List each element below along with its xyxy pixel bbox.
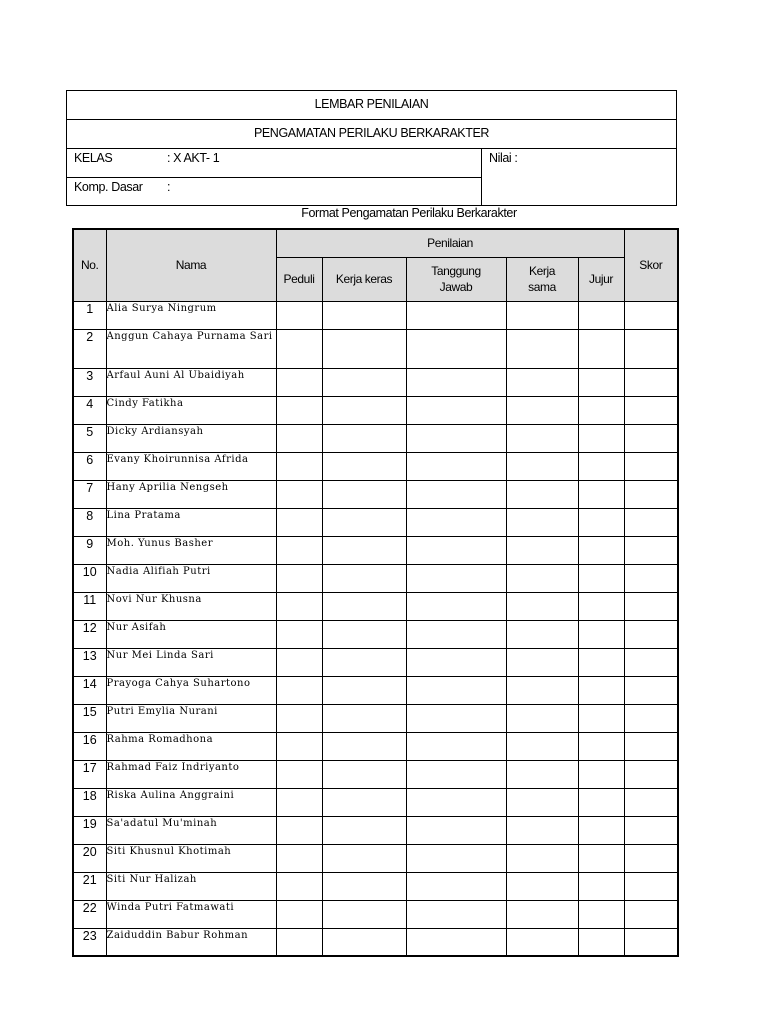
tanggung-jawab-score-cell[interactable]	[406, 424, 506, 452]
skor-score-cell[interactable]	[624, 620, 678, 648]
kerja-sama-score-cell[interactable]	[506, 329, 578, 368]
table-row	[73, 329, 678, 368]
table-row	[73, 452, 678, 480]
kerja-sama-score-cell[interactable]	[506, 564, 578, 592]
table-row	[73, 676, 678, 704]
kerja-sama-score-cell[interactable]	[506, 732, 578, 760]
row-number: 21	[73, 872, 106, 900]
skor-score-cell[interactable]	[624, 760, 678, 788]
row-number: 14	[73, 676, 106, 704]
jujur-score-cell[interactable]	[578, 620, 624, 648]
komp-dasar-field	[67, 178, 482, 205]
skor-score-cell[interactable]	[624, 508, 678, 536]
student-name: Riska Aulina Anggraini	[106, 788, 276, 816]
jujur-score-cell[interactable]	[578, 816, 624, 844]
student-name: Nur Asifah	[106, 620, 276, 648]
skor-score-cell[interactable]	[624, 648, 678, 676]
kerja-keras-score-cell[interactable]	[322, 564, 406, 592]
row-number: 18	[73, 788, 106, 816]
student-name: Lina Pratama	[106, 508, 276, 536]
kerja-sama-score-cell[interactable]	[506, 536, 578, 564]
peduli-score-cell[interactable]	[276, 844, 322, 872]
tanggung-jawab-score-cell[interactable]	[406, 592, 506, 620]
tanggung-jawab-score-cell[interactable]	[406, 396, 506, 424]
sheet-subtitle: PENGAMATAN PERILAKU BERKARAKTER	[253, 126, 490, 140]
row-number: 2	[73, 329, 106, 368]
row-number: 5	[73, 424, 106, 452]
row-number: 23	[73, 928, 106, 956]
row-number: 7	[73, 480, 106, 508]
row-number: 10	[73, 564, 106, 592]
peduli-score-cell[interactable]	[276, 872, 322, 900]
student-name: Rahma Romadhona	[106, 732, 276, 760]
peduli-score-cell[interactable]	[276, 620, 322, 648]
skor-score-cell[interactable]	[624, 844, 678, 872]
student-name: Evany Khoirunnisa Afrida	[106, 452, 276, 480]
kerja-keras-score-cell[interactable]	[322, 452, 406, 480]
kerja-sama-score-cell[interactable]	[506, 676, 578, 704]
peduli-score-cell[interactable]	[276, 368, 322, 396]
kerja-sama-score-cell[interactable]	[506, 508, 578, 536]
row-number: 3	[73, 368, 106, 396]
tanggung-jawab-score-cell[interactable]	[406, 620, 506, 648]
header-no: No.	[73, 229, 106, 301]
kerja-keras-score-cell[interactable]	[322, 301, 406, 329]
table-row	[73, 900, 678, 928]
student-name: Winda Putri Fatmawati	[106, 900, 276, 928]
score-table	[72, 228, 679, 957]
table-row	[73, 816, 678, 844]
jujur-score-cell[interactable]	[578, 301, 624, 329]
kerja-keras-score-cell[interactable]	[322, 900, 406, 928]
tanggung-jawab-score-cell[interactable]	[406, 480, 506, 508]
kerja-keras-score-cell[interactable]	[322, 424, 406, 452]
kerja-sama-score-cell[interactable]	[506, 648, 578, 676]
kerja-keras-score-cell[interactable]	[322, 732, 406, 760]
jujur-score-cell[interactable]	[578, 872, 624, 900]
kerja-keras-score-cell[interactable]	[322, 536, 406, 564]
kerja-sama-score-cell[interactable]	[506, 480, 578, 508]
tanggung-jawab-score-cell[interactable]	[406, 704, 506, 732]
skor-score-cell[interactable]	[624, 480, 678, 508]
kerja-sama-score-cell[interactable]	[506, 816, 578, 844]
student-name: Nadia Alifiah Putri	[106, 564, 276, 592]
peduli-score-cell[interactable]	[276, 592, 322, 620]
student-name: Siti Nur Halizah	[106, 872, 276, 900]
student-name: Cindy Fatikha	[106, 396, 276, 424]
student-name: Nur Mei Linda Sari	[106, 648, 276, 676]
row-number: 17	[73, 760, 106, 788]
tanggung-jawab-score-cell[interactable]	[406, 788, 506, 816]
kerja-sama-score-cell[interactable]	[506, 844, 578, 872]
skor-score-cell[interactable]	[624, 788, 678, 816]
kerja-keras-score-cell[interactable]	[322, 592, 406, 620]
table-row	[73, 732, 678, 760]
peduli-score-cell[interactable]	[276, 301, 322, 329]
tanggung-jawab-score-cell[interactable]	[406, 368, 506, 396]
kerja-sama-score-cell[interactable]	[506, 396, 578, 424]
peduli-score-cell[interactable]	[276, 452, 322, 480]
tanggung-jawab-score-cell[interactable]	[406, 564, 506, 592]
table-row	[73, 480, 678, 508]
tanggung-jawab-score-cell[interactable]	[406, 536, 506, 564]
jujur-score-cell[interactable]	[578, 480, 624, 508]
kerja-sama-score-cell[interactable]	[506, 452, 578, 480]
jujur-score-cell[interactable]	[578, 900, 624, 928]
tanggung-jawab-score-cell[interactable]	[406, 648, 506, 676]
kerja-keras-score-cell[interactable]	[322, 329, 406, 368]
kelas-value: : X AKT- 1	[167, 151, 220, 165]
table-row	[73, 872, 678, 900]
kerja-keras-score-cell[interactable]	[322, 844, 406, 872]
skor-score-cell[interactable]	[624, 900, 678, 928]
row-number: 15	[73, 704, 106, 732]
peduli-score-cell[interactable]	[276, 564, 322, 592]
tanggung-jawab-score-cell[interactable]	[406, 508, 506, 536]
table-row	[73, 424, 678, 452]
skor-score-cell[interactable]	[624, 301, 678, 329]
jujur-score-cell[interactable]	[578, 844, 624, 872]
tanggung-jawab-score-cell[interactable]	[406, 844, 506, 872]
jujur-score-cell[interactable]	[578, 564, 624, 592]
peduli-score-cell[interactable]	[276, 732, 322, 760]
table-row	[73, 620, 678, 648]
jujur-score-cell[interactable]	[578, 536, 624, 564]
kerja-keras-score-cell[interactable]	[322, 928, 406, 956]
peduli-score-cell[interactable]	[276, 760, 322, 788]
kerja-sama-score-cell[interactable]	[506, 592, 578, 620]
peduli-score-cell[interactable]	[276, 816, 322, 844]
table-row	[73, 704, 678, 732]
skor-score-cell[interactable]	[624, 676, 678, 704]
jujur-score-cell[interactable]	[578, 368, 624, 396]
peduli-score-cell[interactable]	[276, 396, 322, 424]
nilai-label: Nilai :	[489, 151, 518, 165]
kerja-sama-score-cell[interactable]	[506, 928, 578, 956]
kerja-keras-score-cell[interactable]	[322, 816, 406, 844]
jujur-score-cell[interactable]	[578, 648, 624, 676]
header-kerja-keras: Kerja keras	[322, 257, 406, 301]
tanggung-jawab-score-cell[interactable]	[406, 760, 506, 788]
row-number: 20	[73, 844, 106, 872]
jujur-score-cell[interactable]	[578, 452, 624, 480]
student-name: Putri Emylia Nurani	[106, 704, 276, 732]
student-name: Anggun Cahaya Purnama Sari	[106, 329, 276, 368]
kerja-keras-score-cell[interactable]	[322, 620, 406, 648]
table-row	[73, 536, 678, 564]
kerja-keras-score-cell[interactable]	[322, 368, 406, 396]
student-name: Hany Aprilia Nengseh	[106, 480, 276, 508]
kerja-sama-score-cell[interactable]	[506, 900, 578, 928]
skor-score-cell[interactable]	[624, 452, 678, 480]
student-name: Alia Surya Ningrum	[106, 301, 276, 329]
kerja-sama-score-cell[interactable]	[506, 760, 578, 788]
row-number: 22	[73, 900, 106, 928]
peduli-score-cell[interactable]	[276, 536, 322, 564]
jujur-score-cell[interactable]	[578, 760, 624, 788]
student-name: Moh. Yunus Basher	[106, 536, 276, 564]
peduli-score-cell[interactable]	[276, 508, 322, 536]
row-number: 4	[73, 396, 106, 424]
kerja-keras-score-cell[interactable]	[322, 872, 406, 900]
peduli-score-cell[interactable]	[276, 329, 322, 368]
skor-score-cell[interactable]	[624, 816, 678, 844]
title-row	[67, 91, 676, 120]
komp-dasar-label: Komp. Dasar	[74, 180, 143, 194]
jujur-score-cell[interactable]	[578, 508, 624, 536]
peduli-score-cell[interactable]	[276, 928, 322, 956]
header-tanggung-jawab: Tanggung Jawab	[406, 257, 506, 301]
row-number: 19	[73, 816, 106, 844]
row-number: 9	[73, 536, 106, 564]
kerja-sama-score-cell[interactable]	[506, 301, 578, 329]
kerja-keras-score-cell[interactable]	[322, 648, 406, 676]
peduli-score-cell[interactable]	[276, 676, 322, 704]
jujur-score-cell[interactable]	[578, 732, 624, 760]
subtitle-row	[67, 120, 676, 149]
jujur-score-cell[interactable]	[578, 424, 624, 452]
tanggung-jawab-score-cell[interactable]	[406, 872, 506, 900]
header-box	[66, 90, 677, 206]
row-number: 11	[73, 592, 106, 620]
skor-score-cell[interactable]	[624, 592, 678, 620]
table-row	[73, 368, 678, 396]
skor-score-cell[interactable]	[624, 564, 678, 592]
tanggung-jawab-score-cell[interactable]	[406, 301, 506, 329]
student-name: Sa'adatul Mu'minah	[106, 816, 276, 844]
table-row	[73, 508, 678, 536]
tanggung-jawab-score-cell[interactable]	[406, 900, 506, 928]
peduli-score-cell[interactable]	[276, 704, 322, 732]
kerja-keras-score-cell[interactable]	[322, 480, 406, 508]
jujur-score-cell[interactable]	[578, 329, 624, 368]
tanggung-jawab-score-cell[interactable]	[406, 928, 506, 956]
student-name: Prayoga Cahya Suhartono	[106, 676, 276, 704]
nilai-field	[482, 149, 676, 205]
peduli-score-cell[interactable]	[276, 648, 322, 676]
kerja-sama-score-cell[interactable]	[506, 424, 578, 452]
skor-score-cell[interactable]	[624, 928, 678, 956]
kerja-sama-score-cell[interactable]	[506, 704, 578, 732]
row-number: 13	[73, 648, 106, 676]
kerja-keras-score-cell[interactable]	[322, 676, 406, 704]
skor-score-cell[interactable]	[624, 329, 678, 368]
kerja-sama-score-cell[interactable]	[506, 788, 578, 816]
format-caption: Format Pengamatan Perilaku Berkarakter	[301, 206, 517, 220]
table-row	[73, 760, 678, 788]
student-name: Zaiduddin Babur Rohman	[106, 928, 276, 956]
skor-score-cell[interactable]	[624, 704, 678, 732]
skor-score-cell[interactable]	[624, 872, 678, 900]
jujur-score-cell[interactable]	[578, 676, 624, 704]
table-row	[73, 396, 678, 424]
table-row	[73, 592, 678, 620]
row-number: 8	[73, 508, 106, 536]
header-penilaian: Penilaian	[276, 229, 624, 257]
header-nama: Nama	[106, 229, 276, 301]
header-skor: Skor	[624, 229, 678, 301]
peduli-score-cell[interactable]	[276, 424, 322, 452]
kerja-keras-score-cell[interactable]	[322, 396, 406, 424]
score-table-body	[73, 301, 678, 956]
kelas-field	[67, 149, 482, 178]
tanggung-jawab-score-cell[interactable]	[406, 329, 506, 368]
table-row	[73, 301, 678, 329]
table-row	[73, 844, 678, 872]
student-name: Rahmad Faiz Indriyanto	[106, 760, 276, 788]
student-name: Novi Nur Khusna	[106, 592, 276, 620]
row-number: 12	[73, 620, 106, 648]
skor-score-cell[interactable]	[624, 536, 678, 564]
student-name: Arfaul Auni Al Ubaidiyah	[106, 368, 276, 396]
table-row	[73, 648, 678, 676]
header-jujur: Jujur	[578, 257, 624, 301]
peduli-score-cell[interactable]	[276, 480, 322, 508]
kelas-label: KELAS	[74, 151, 113, 165]
sheet-title: LEMBAR PENILAIAN	[314, 97, 429, 111]
header-peduli: Peduli	[276, 257, 322, 301]
header-kerja-sama: Kerja sama	[506, 257, 578, 301]
skor-score-cell[interactable]	[624, 396, 678, 424]
student-name: Siti Khusnul Khotimah	[106, 844, 276, 872]
tanggung-jawab-score-cell[interactable]	[406, 452, 506, 480]
tanggung-jawab-score-cell[interactable]	[406, 676, 506, 704]
kerja-sama-score-cell[interactable]	[506, 620, 578, 648]
tanggung-jawab-score-cell[interactable]	[406, 816, 506, 844]
skor-score-cell[interactable]	[624, 732, 678, 760]
jujur-score-cell[interactable]	[578, 396, 624, 424]
skor-score-cell[interactable]	[624, 424, 678, 452]
peduli-score-cell[interactable]	[276, 788, 322, 816]
kerja-keras-score-cell[interactable]	[322, 788, 406, 816]
tanggung-jawab-score-cell[interactable]	[406, 732, 506, 760]
kerja-keras-score-cell[interactable]	[322, 704, 406, 732]
table-row	[73, 564, 678, 592]
kerja-keras-score-cell[interactable]	[322, 760, 406, 788]
row-number: 6	[73, 452, 106, 480]
row-number: 1	[73, 301, 106, 329]
jujur-score-cell[interactable]	[578, 592, 624, 620]
jujur-score-cell[interactable]	[578, 788, 624, 816]
skor-score-cell[interactable]	[624, 368, 678, 396]
kerja-sama-score-cell[interactable]	[506, 872, 578, 900]
table-row	[73, 928, 678, 956]
jujur-score-cell[interactable]	[578, 928, 624, 956]
kerja-sama-score-cell[interactable]	[506, 368, 578, 396]
student-name: Dicky Ardiansyah	[106, 424, 276, 452]
kerja-keras-score-cell[interactable]	[322, 508, 406, 536]
row-number: 16	[73, 732, 106, 760]
komp-dasar-value: :	[167, 180, 171, 194]
table-row	[73, 788, 678, 816]
peduli-score-cell[interactable]	[276, 900, 322, 928]
jujur-score-cell[interactable]	[578, 704, 624, 732]
